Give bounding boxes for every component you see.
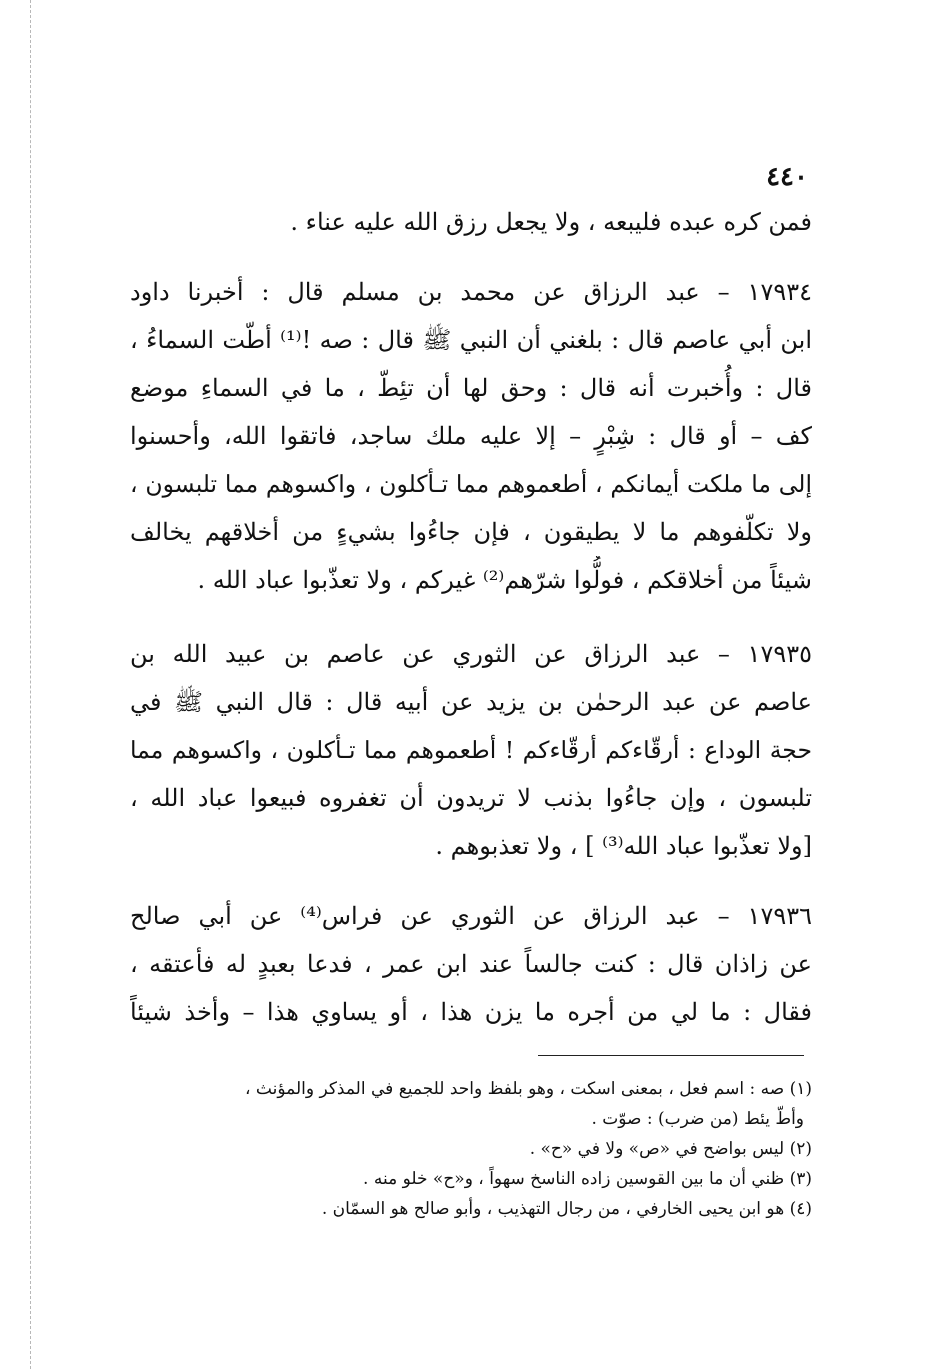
text-line: قال : وأُخبرت أنه قال : وحق لها أن تئِطّ ، ما في السماءِ موضع [130,374,812,402]
footnote-2: (٢) ليس بواضح في «ص» ولا في «ح» . [529,1139,812,1159]
text-line: ولا تكلّفوهم ما لا يطيقون ، فإن جاءُوا بشيءٍ من أخلاقهم يخالف [130,518,812,546]
text-line: ١٧٩٣٤ – عبد الرزاق عن محمد بن مسلم قال : أخبرنا داود [130,278,812,306]
text-line: كف – أو قال : شِبْرٍ – إلا عليه ملك ساجد، فاتقوا الله، وأحسنوا [130,422,812,450]
text-line: ١٧٩٣٦ – عبد الرزاق عن الثوري عن فراس⁽⁴⁾ عن أبي صالح [130,902,812,930]
hadith-17936 [130,892,812,1036]
footnote-1-continued: وأطّ يئط (من ضرب) : صوّت . [591,1109,804,1129]
text-line: حجة الوداع : أرقّاءكم أرقّاءكم ! أطعموهم مما تـأكلون ، واكسوهم مما [130,736,812,764]
text-line: إلى ما ملكت أيمانكم ، أطعموهم مما تـأكلون ، واكسوهم مما تلبسون ، [130,470,812,498]
text-line: تلبسون ، وإن جاءُوا بذنب لا تريدون أن تغفروه فبيعوا عباد الله ، [130,784,812,812]
footnote-4: (٤) هو ابن يحيى الخارفي ، من رجال التهذيب ، وأبو صالح هو السمّان . [321,1199,812,1219]
intro-paragraph [130,198,812,246]
footnotes [130,1074,812,1224]
footnote-3: (٣) ظني أن ما بين القوسين زاده الناسخ سهواً ، و«ح» خلو منه . [363,1169,812,1189]
hadith-17935 [130,630,812,870]
text-line: ابن أبي عاصم قال : بلغني أن النبي ﷺ قال : صه !⁽¹⁾ أطّت السماءُ ، [130,326,812,354]
hadith-17934 [130,268,812,604]
page-edge-line [30,0,31,1369]
text-line: [ولا تعذّبوا عباد الله⁽³⁾ ] ، ولا تعذبوهم . [435,832,812,860]
footnote-divider [538,1055,804,1056]
text-line: شيئاً من أخلاقكم ، فولُّوا شرّهم⁽²⁾ غيركم ، ولا تعذّبوا عباد الله . [197,566,812,594]
text-line: عن زاذان قال : كنت جالساً عند ابن عمر ، فدعا بعبدٍ له فأعتقه ، [130,950,812,978]
page-number: ٤٤٠ [766,162,808,192]
footnote-1: (١) صه : اسم فعل ، بمعنى اسكت ، وهو بلفظ واحد للجميع في المذكر والمؤنث ، [245,1079,812,1099]
text-line: ١٧٩٣٥ – عبد الرزاق عن الثوري عن عاصم بن عبيد الله بن [130,640,812,668]
text-line: عاصم عن عبد الرحمٰن بن يزيد عن أبيه قال : قال النبي ﷺ في [130,688,812,716]
text-line: فمن كره عبده فليبعه ، ولا يجعل رزق الله عليه عناء . [290,208,812,236]
text-line: فقال : ما لي من أجره ما يزن هذا ، أو يساوي هذا – وأخذ شيئاً [130,998,812,1026]
